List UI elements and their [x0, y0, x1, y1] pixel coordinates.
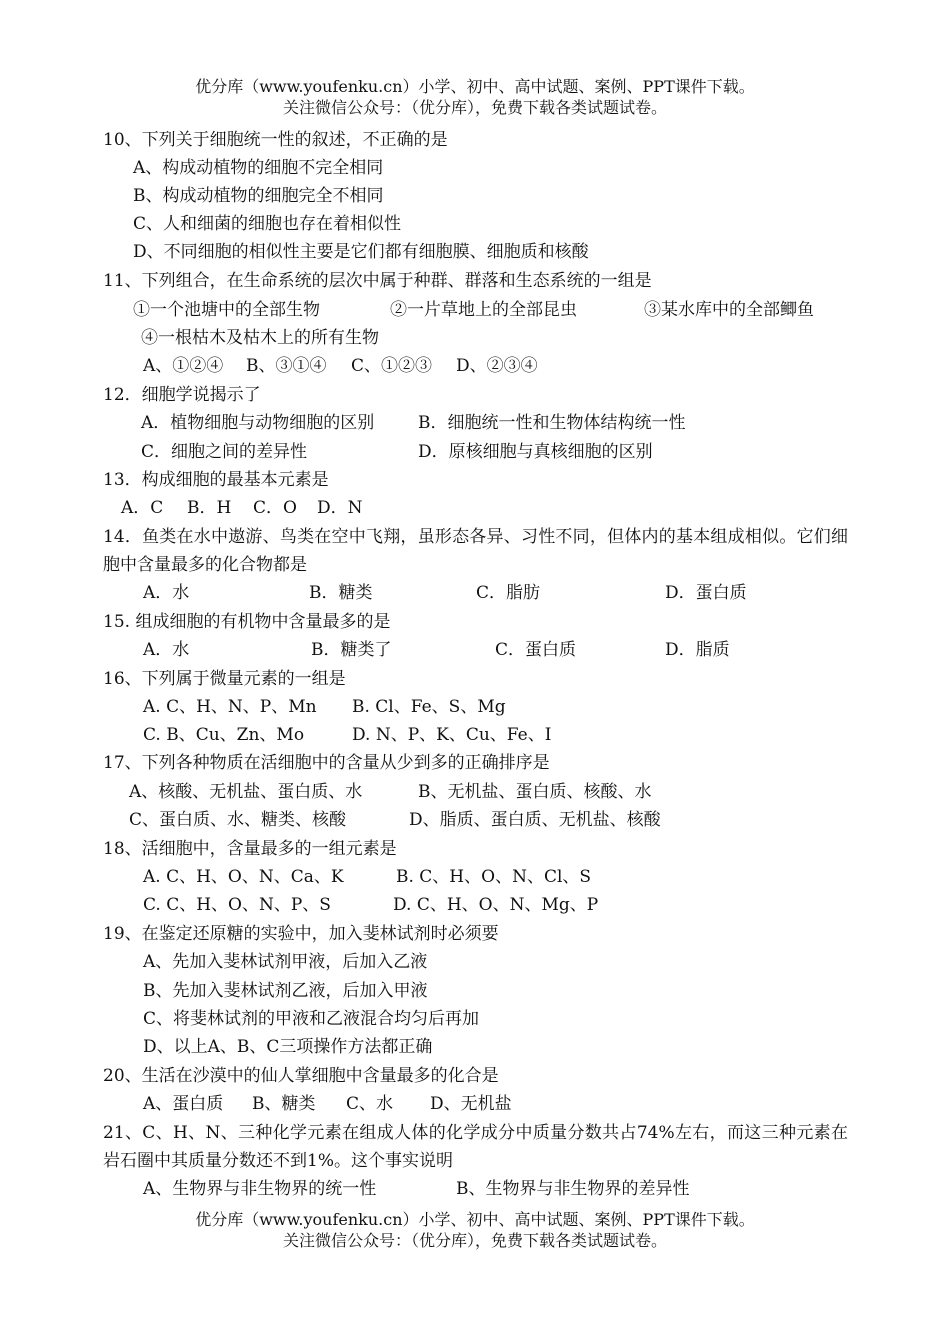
question-19-stem: 19、在鉴定还原糖的实验中，加入斐林试剂时必须要	[103, 924, 499, 944]
question-18-option-c: C. C、H、O、N、P、S	[143, 895, 331, 915]
question-20-option-b: B、糖类	[252, 1094, 316, 1114]
question-18-option-d: D. C、H、O、N、Mg、P	[393, 895, 599, 915]
question-21-option-b: B、生物界与非生物界的差异性	[456, 1179, 690, 1199]
header-line-1: 优分库（www.youfenku.cn）小学、初中、高中试题、案例、PPT课件下载。	[195, 77, 755, 96]
question-14-option-a: A．水	[143, 583, 190, 603]
question-11-item-2: ②一片草地上的全部昆虫	[390, 300, 577, 320]
question-17-option-a: A、核酸、无机盐、蛋白质、水	[129, 782, 363, 802]
question-14-stem: 14．鱼类在水中遨游、鸟类在空中飞翔，虽形态各异、习性不同，但体内的基本组成相似。它们细胞中含量最多的化合物都是	[103, 527, 848, 575]
question-16-option-d: D. N、P、K、Cu、Fe、I	[352, 725, 552, 745]
footer-line-2: 关注微信公众号：（优分库），免费下载各类试题试卷。	[282, 1231, 667, 1250]
question-15-option-d: D．脂质	[665, 640, 730, 660]
footer-line-1: 优分库（www.youfenku.cn）小学、初中、高中试题、案例、PPT课件下载。	[195, 1210, 755, 1229]
question-12-option-d: D．原核细胞与真核细胞的区别	[418, 442, 653, 462]
question-14-option-d: D．蛋白质	[665, 583, 747, 603]
question-19-option-c: C、将斐林试剂的甲液和乙液混合均匀后再加	[143, 1009, 480, 1029]
question-12-option-b: B．细胞统一性和生物体结构统一性	[418, 413, 686, 433]
question-14-option-b: B．糖类	[309, 583, 373, 603]
question-17-option-c: C、蛋白质、水、糖类、核酸	[129, 810, 347, 830]
question-13-option-a: A．C	[121, 498, 164, 518]
question-18-option-a: A. C、H、O、N、Ca、K	[143, 867, 344, 887]
question-11-item-3: ③某水库中的全部鲫鱼	[644, 300, 814, 320]
question-11-option-c: C、①②③	[351, 356, 433, 376]
question-11-stem: 11、下列组合，在生命系统的层次中属于种群、群落和生态系统的一组是	[103, 271, 652, 291]
question-13-stem: 13．构成细胞的最基本元素是	[103, 470, 329, 490]
question-20-stem: 20、生活在沙漠中的仙人掌细胞中含量最多的化合是	[103, 1066, 499, 1086]
question-10-option-c: C、人和细菌的细胞也存在着相似性	[133, 214, 402, 234]
question-11-option-d: D、②③④	[456, 356, 538, 376]
question-11-option-b: B、③①④	[246, 356, 327, 376]
question-12-option-c: C．细胞之间的差异性	[141, 442, 308, 462]
question-15-option-b: B．糖类了	[311, 640, 392, 660]
question-15-option-a: A．水	[143, 640, 190, 660]
question-17-option-d: D、脂质、蛋白质、无机盐、核酸	[409, 810, 661, 830]
question-10-option-b: B、构成动植物的细胞完全不相同	[133, 186, 384, 206]
question-19-option-a: A、先加入斐林试剂甲液，后加入乙液	[143, 952, 428, 972]
question-11-item-4: ④一根枯木及枯木上的所有生物	[141, 328, 379, 348]
question-21-stem: 21、C、H、N、三种化学元素在组成人体的化学成分中质量分数共占74%左右，而这三种元素在岩石圈中其质量分数还不到1%。这个事实说明	[103, 1123, 848, 1171]
question-16-option-b: B. Cl、Fe、S、Mg	[352, 697, 506, 717]
question-13-option-d: D．N	[317, 498, 363, 518]
question-14-option-c: C．脂肪	[476, 583, 541, 603]
question-17-stem: 17、下列各种物质在活细胞中的含量从少到多的正确排序是	[103, 753, 550, 773]
question-13-option-c: C．O	[253, 498, 297, 518]
question-15-option-c: C．蛋白质	[495, 640, 577, 660]
question-20-option-a: A、蛋白质	[143, 1094, 224, 1114]
question-10-option-a: A、构成动植物的细胞不完全相同	[133, 158, 384, 178]
question-16-option-c: C. B、Cu、Zn、Mo	[143, 725, 305, 745]
question-15-stem: 15. 组成细胞的有机物中含量最多的是	[103, 612, 391, 632]
question-13-option-b: B．H	[187, 498, 232, 518]
question-19-option-b: B、先加入斐林试剂乙液，后加入甲液	[143, 981, 428, 1001]
question-12-option-a: A．植物细胞与动物细胞的区别	[141, 413, 375, 433]
question-10-stem: 10、下列关于细胞统一性的叙述，不正确的是	[103, 130, 448, 150]
header-line-2: 关注微信公众号：（优分库），免费下载各类试题试卷。	[282, 98, 667, 117]
question-10-option-d: D、不同细胞的相似性主要是它们都有细胞膜、细胞质和核酸	[133, 242, 589, 262]
question-17-option-b: B、无机盐、蛋白质、核酸、水	[418, 782, 652, 802]
question-16-option-a: A. C、H、N、P、Mn	[143, 697, 317, 717]
question-21-option-a: A、生物界与非生物界的统一性	[143, 1179, 377, 1199]
question-19-option-d: D、以上A、B、C三项操作方法都正确	[143, 1037, 433, 1057]
question-11-option-a: A、①②④	[143, 356, 224, 376]
question-20-option-d: D、无机盐	[430, 1094, 512, 1114]
question-18-stem: 18、活细胞中，含量最多的一组元素是	[103, 839, 397, 859]
question-20-option-c: C、水	[346, 1094, 394, 1114]
question-16-stem: 16、下列属于微量元素的一组是	[103, 669, 346, 689]
question-12-stem: 12．细胞学说揭示了	[103, 385, 261, 405]
question-11-item-1: ①一个池塘中的全部生物	[133, 300, 320, 320]
question-18-option-b: B. C、H、O、N、Cl、S	[396, 867, 592, 887]
